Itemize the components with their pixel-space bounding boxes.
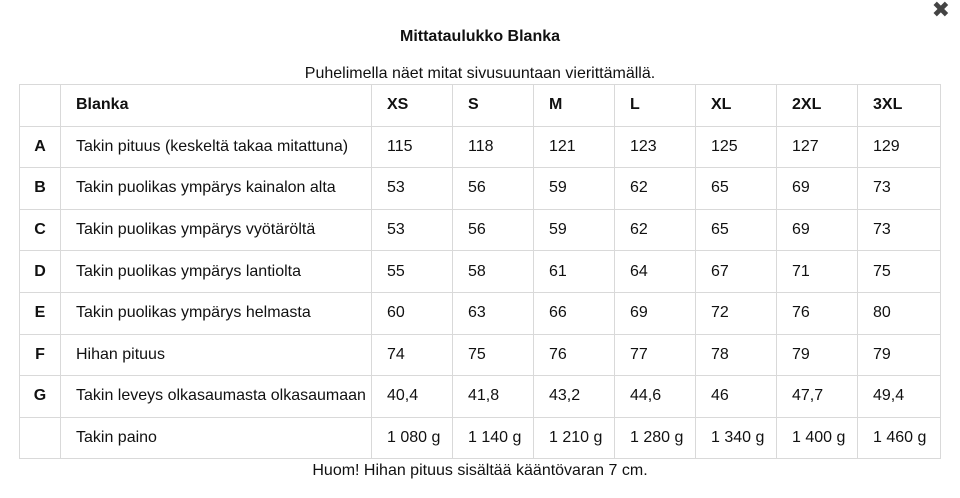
header-cell-3xl: 3XL: [858, 85, 941, 127]
table-cell: 58: [453, 251, 534, 293]
row-label: Takin puolikas ympärys vyötäröltä: [61, 209, 372, 251]
table-cell: 80: [858, 292, 941, 334]
table-cell: 115: [372, 126, 453, 168]
table-cell: 69: [615, 292, 696, 334]
header-cell-xl: XL: [696, 85, 777, 127]
table-cell: 46: [696, 376, 777, 418]
row-letter: A: [20, 126, 61, 168]
table-cell: 55: [372, 251, 453, 293]
header-cell-m: M: [534, 85, 615, 127]
table-cell: 1 080 g: [372, 417, 453, 459]
table-cell: 44,6: [615, 376, 696, 418]
row-letter: B: [20, 168, 61, 210]
table-cell: 78: [696, 334, 777, 376]
table-row: [20, 126, 941, 168]
row-label: Takin pituus (keskeltä takaa mitattuna): [61, 126, 372, 168]
table-cell: 1 460 g: [858, 417, 941, 459]
table-cell: 63: [453, 292, 534, 334]
table-row: [20, 209, 941, 251]
table-cell: 60: [372, 292, 453, 334]
footnote: Huom! Hihan pituus sisältää kääntövaran 7 cm.: [312, 462, 648, 479]
row-letter: [20, 417, 61, 459]
table-cell: 77: [615, 334, 696, 376]
row-label: Takin puolikas ympärys lantiolta: [61, 251, 372, 293]
row-label: Takin paino: [61, 417, 372, 459]
table-cell: 1 140 g: [453, 417, 534, 459]
table-cell: 1 210 g: [534, 417, 615, 459]
row-letter: G: [20, 376, 61, 418]
table-cell: 67: [696, 251, 777, 293]
table-cell: 73: [858, 168, 941, 210]
table-cell: 75: [453, 334, 534, 376]
row-letter: C: [20, 209, 61, 251]
table-cell: 62: [615, 168, 696, 210]
table-row: [20, 334, 941, 376]
table-cell: 66: [534, 292, 615, 334]
table-cell: 129: [858, 126, 941, 168]
header-cell-xs: XS: [372, 85, 453, 127]
table-cell: 65: [696, 209, 777, 251]
table-cell: 73: [858, 209, 941, 251]
table-cell: 64: [615, 251, 696, 293]
row-label: Takin puolikas ympärys kainalon alta: [61, 168, 372, 210]
table-cell: 79: [858, 334, 941, 376]
close-icon[interactable]: ✖: [931, 0, 950, 22]
row-letter: D: [20, 251, 61, 293]
table-cell: 74: [372, 334, 453, 376]
table-cell: 76: [777, 292, 858, 334]
table-cell: 1 400 g: [777, 417, 858, 459]
header-cell-letter: [20, 85, 61, 127]
table-cell: 69: [777, 168, 858, 210]
table-cell: 118: [453, 126, 534, 168]
table-cell: 1 340 g: [696, 417, 777, 459]
size-table: [19, 84, 941, 459]
table-cell: 75: [858, 251, 941, 293]
table-cell: 61: [534, 251, 615, 293]
row-label: Takin puolikas ympärys helmasta: [61, 292, 372, 334]
table-cell: 125: [696, 126, 777, 168]
table-cell: 76: [534, 334, 615, 376]
table-cell: 72: [696, 292, 777, 334]
table-cell: 69: [777, 209, 858, 251]
table-cell: 127: [777, 126, 858, 168]
table-cell: 56: [453, 168, 534, 210]
table-cell: 53: [372, 168, 453, 210]
table-cell: 65: [696, 168, 777, 210]
table-cell: 59: [534, 168, 615, 210]
table-header-row: [20, 85, 941, 127]
table-cell: 53: [372, 209, 453, 251]
table-cell: 49,4: [858, 376, 941, 418]
table-cell: 121: [534, 126, 615, 168]
table-row: [20, 417, 941, 459]
table-cell: 56: [453, 209, 534, 251]
row-letter: F: [20, 334, 61, 376]
subtitle: Puhelimella näet mitat sivusuuntaan vierittämällä.: [304, 65, 656, 82]
table-row: [20, 251, 941, 293]
page-title: Mittataulukko Blanka: [399, 28, 561, 45]
table-cell: 62: [615, 209, 696, 251]
table-row: [20, 292, 941, 334]
header-cell-s: S: [453, 85, 534, 127]
header-cell-l: L: [615, 85, 696, 127]
row-letter: E: [20, 292, 61, 334]
table-cell: 123: [615, 126, 696, 168]
header-cell-product: Blanka: [61, 85, 372, 127]
table-cell: 79: [777, 334, 858, 376]
table-row: [20, 168, 941, 210]
row-label: Hihan pituus: [61, 334, 372, 376]
table-cell: 1 280 g: [615, 417, 696, 459]
row-label: Takin leveys olkasaumasta olkasaumaan: [61, 376, 372, 418]
table-row: [20, 376, 941, 418]
table-cell: 43,2: [534, 376, 615, 418]
table-cell: 59: [534, 209, 615, 251]
header-cell-2xl: 2XL: [777, 85, 858, 127]
table-cell: 40,4: [372, 376, 453, 418]
table-cell: 71: [777, 251, 858, 293]
table-cell: 41,8: [453, 376, 534, 418]
table-cell: 47,7: [777, 376, 858, 418]
